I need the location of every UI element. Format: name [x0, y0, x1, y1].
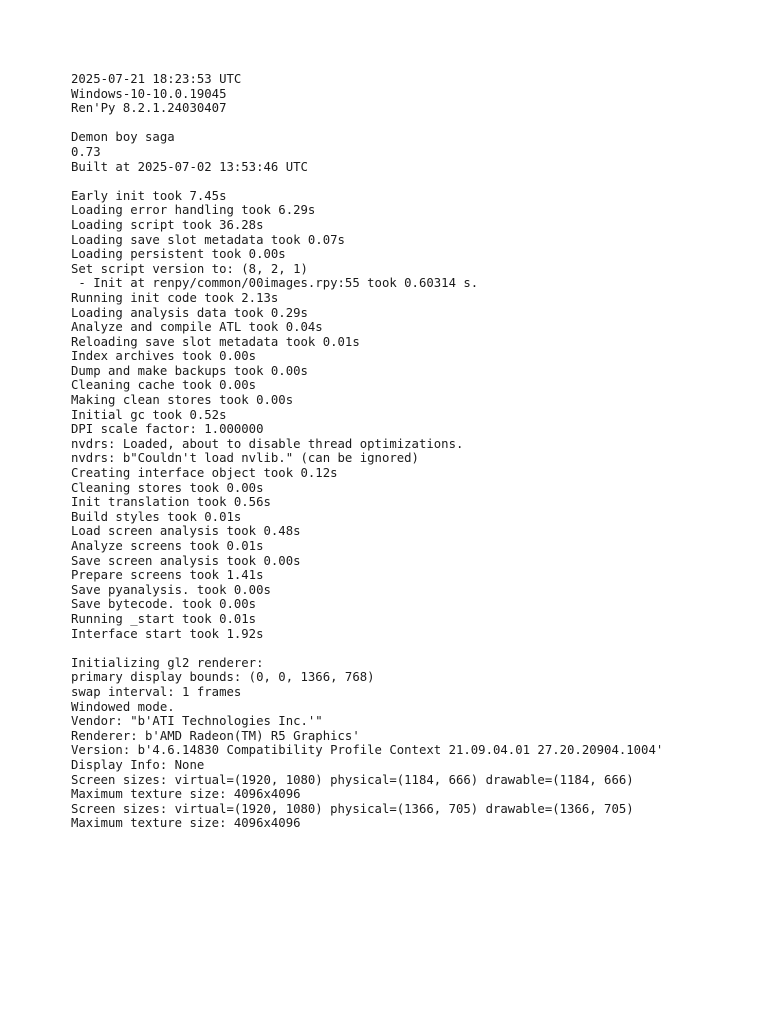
init-log-line: Init translation took 0.56s	[71, 495, 271, 510]
init-log-line: Set script version to: (8, 2, 1)	[71, 261, 308, 276]
renderer-log-line: Display Info: None	[71, 757, 205, 772]
log-platform: Windows-10-10.0.19045	[71, 86, 227, 101]
init-log-line: Loading script took 36.28s	[71, 217, 264, 232]
init-log-block	[71, 189, 761, 641]
init-log-line: Cleaning stores took 0.00s	[71, 480, 264, 495]
init-log-line: Early init took 7.45s	[71, 188, 227, 203]
renderer-log-line: Windowed mode.	[71, 699, 175, 714]
init-log-line: Dump and make backups took 0.00s	[71, 363, 308, 378]
init-log-line: Build styles took 0.01s	[71, 509, 242, 524]
renderer-log-line: Maximum texture size: 4096x4096	[71, 787, 301, 802]
init-log-line: Save screen analysis took 0.00s	[71, 553, 301, 568]
init-log-line: Prepare screens took 1.41s	[71, 568, 264, 583]
init-log-line: nvdrs: b"Couldn't load nvlib." (can be ignored)	[71, 451, 419, 466]
game-name: Demon boy saga	[71, 130, 175, 145]
renderer-log-line: Screen sizes: virtual=(1920, 1080) physical=(1366, 705) drawable=(1366, 705)	[71, 801, 634, 816]
init-log-line: Creating interface object took 0.12s	[71, 466, 338, 481]
renderer-log-block	[71, 656, 761, 831]
game-version: 0.73	[71, 144, 101, 159]
init-log-line: nvdrs: Loaded, about to disable thread optimizations.	[71, 436, 464, 451]
game-build-time: Built at 2025-07-02 13:53:46 UTC	[71, 159, 308, 174]
init-log-line: Analyze screens took 0.01s	[71, 539, 264, 553]
init-log-line: Save pyanalysis. took 0.00s	[71, 582, 271, 597]
renderer-log-line: Initializing gl2 renderer:	[71, 655, 264, 670]
log-renpy-version: Ren'Py 8.2.1.24030407	[71, 101, 227, 116]
init-log-line: Loading error handling took 6.29s	[71, 203, 316, 218]
init-log-line: Index archives took 0.00s	[71, 349, 257, 364]
init-log-line: Load screen analysis took 0.48s	[71, 524, 301, 539]
init-log-line: Running init code took 2.13s	[71, 290, 279, 305]
init-log-line: Interface start took 1.92s	[71, 626, 264, 641]
renderer-log-line: Maximum texture size: 4096x4096	[71, 816, 301, 831]
init-log-line: Loading analysis data took 0.29s	[71, 305, 308, 320]
init-log-line: Cleaning cache took 0.00s	[71, 378, 257, 393]
system-info-block	[71, 72, 761, 116]
init-log-line: Save bytecode. took 0.00s	[71, 597, 257, 612]
game-info-block	[71, 130, 761, 174]
init-log-line: Initial gc took 0.52s	[71, 407, 227, 422]
init-log-line: Running _start took 0.01s	[71, 611, 257, 626]
renderer-log-line: primary display bounds: (0, 0, 1366, 768)	[71, 670, 375, 685]
renderer-log-line: Vendor: "b'ATI Technologies Inc.'"	[71, 714, 323, 729]
renderer-log-line: swap interval: 1 frames	[71, 684, 242, 699]
init-log-line: Analyze and compile ATL took 0.04s	[71, 320, 323, 335]
init-log-line: Loading persistent took 0.00s	[71, 247, 286, 262]
renderer-log-line: Version: b'4.6.14830 Compatibility Profile Context 21.09.04.01 27.20.20904.1004'	[71, 743, 664, 758]
log-timestamp: 2025-07-21 18:23:53 UTC	[71, 72, 242, 86]
init-log-line: - Init at renpy/common/00images.rpy:55 took 0.60314 s.	[71, 276, 479, 291]
renderer-log-line: Renderer: b'AMD Radeon(TM) R5 Graphics'	[71, 728, 360, 743]
renderer-log-line: Screen sizes: virtual=(1920, 1080) physical=(1184, 666) drawable=(1184, 666)	[71, 772, 634, 787]
init-log-line: Making clean stores took 0.00s	[71, 393, 294, 408]
init-log-line: Loading save slot metadata took 0.07s	[71, 232, 345, 247]
log-document	[71, 72, 761, 845]
init-log-line: DPI scale factor: 1.000000	[71, 422, 264, 437]
init-log-line: Reloading save slot metadata took 0.01s	[71, 334, 360, 349]
